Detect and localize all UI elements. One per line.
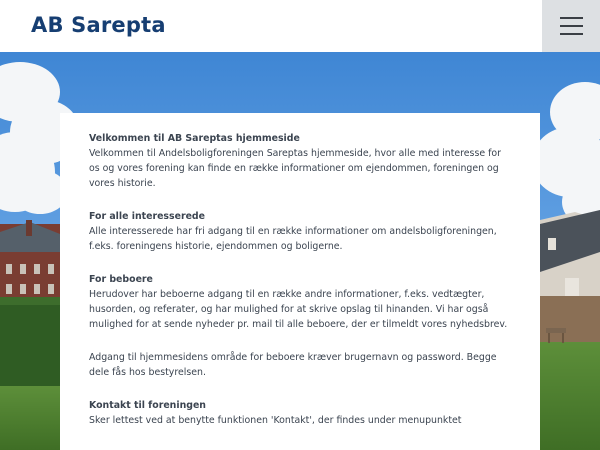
section-body: Sker lettest ved at benytte funktionen 'Kontakt', der findes under menupunktet <box>89 415 462 426</box>
section-everyone <box>89 209 512 254</box>
section-body: Velkommen til Andelsboligforeningen Sareptas hjemmeside, hvor alle med interesse for os og vores forening kan finde en række informationer om ejendommen, foreningen og vores historie. <box>89 148 501 189</box>
section-heading: Kontakt til foreningen <box>89 400 206 411</box>
section-body: Herudover har beboerne adgang til en række andre informationer, f.eks. vedtægter, husorden, og referater, og har mulighed for at skrive opslag til hinanden. Vi har også mulighed for at sende nyheder pr. mail til alle beboere, der er tilmeldt vores nyhedsbrev. <box>89 289 508 330</box>
section-residents <box>89 272 512 332</box>
site-title[interactable]: AB Sarepta <box>31 13 166 37</box>
section-body: Alle interesserede har fri adgang til en række informationer om andelsboligforeningen, f.eks. foreningens historie, ejendommen og boligerne. <box>89 226 497 252</box>
menu-button[interactable] <box>542 0 600 52</box>
section-body: Adgang til hjemmesidens område for beboere kræver brugernavn og password. Begge dele fås hos bestyrelsen. <box>89 352 497 378</box>
section-welcome <box>89 131 512 191</box>
content-card <box>60 113 540 450</box>
section-heading: For beboere <box>89 274 153 285</box>
section-contact <box>89 398 512 428</box>
site-header <box>0 0 600 52</box>
section-access <box>89 350 512 380</box>
section-heading: Velkommen til AB Sareptas hjemmeside <box>89 133 300 144</box>
section-heading: For alle interesserede <box>89 211 206 222</box>
